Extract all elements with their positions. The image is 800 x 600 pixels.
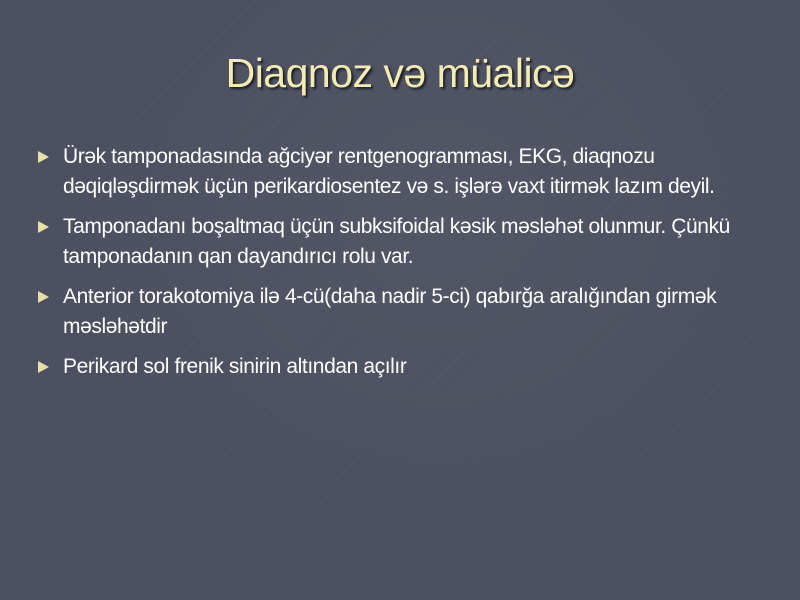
bullet-text-3: Anterior torakotomiya ilǝ 4-cü(daha nadir 5-ci) qabırğa aralığından girmǝk mǝslǝhǝtdir bbox=[63, 285, 722, 338]
bullet-text-2: Tamponadanı boşaltmaq üçün subksifoidal kǝsik mǝslǝhǝt olunmur. Çünkü tamponadanın qan dayandırıcı rolu var. bbox=[63, 215, 736, 268]
triangle-bullet-icon bbox=[38, 151, 49, 163]
bullet-item-2 bbox=[36, 212, 766, 272]
bullet-list bbox=[36, 142, 766, 392]
bullet-item-3 bbox=[36, 282, 766, 342]
bullet-text-4: Perikard sol frenik sinirin altından açılır bbox=[63, 355, 407, 378]
triangle-bullet-icon bbox=[38, 361, 49, 373]
slide-title: Diaqnoz vǝ müalicǝ bbox=[225, 50, 575, 96]
triangle-bullet-icon bbox=[38, 291, 49, 303]
triangle-bullet-icon bbox=[38, 221, 49, 233]
bullet-item-1 bbox=[36, 142, 766, 202]
bullet-text-1: Ürǝk tamponadasında ağciyǝr rentgenogramması, EKG, diaqnozu dǝqiqlǝşdirmǝk üçün perikardiosentez vǝ s. işlǝrǝ vaxt itirmǝk lazım deyil. bbox=[63, 145, 715, 198]
bullet-item-4 bbox=[36, 352, 766, 382]
